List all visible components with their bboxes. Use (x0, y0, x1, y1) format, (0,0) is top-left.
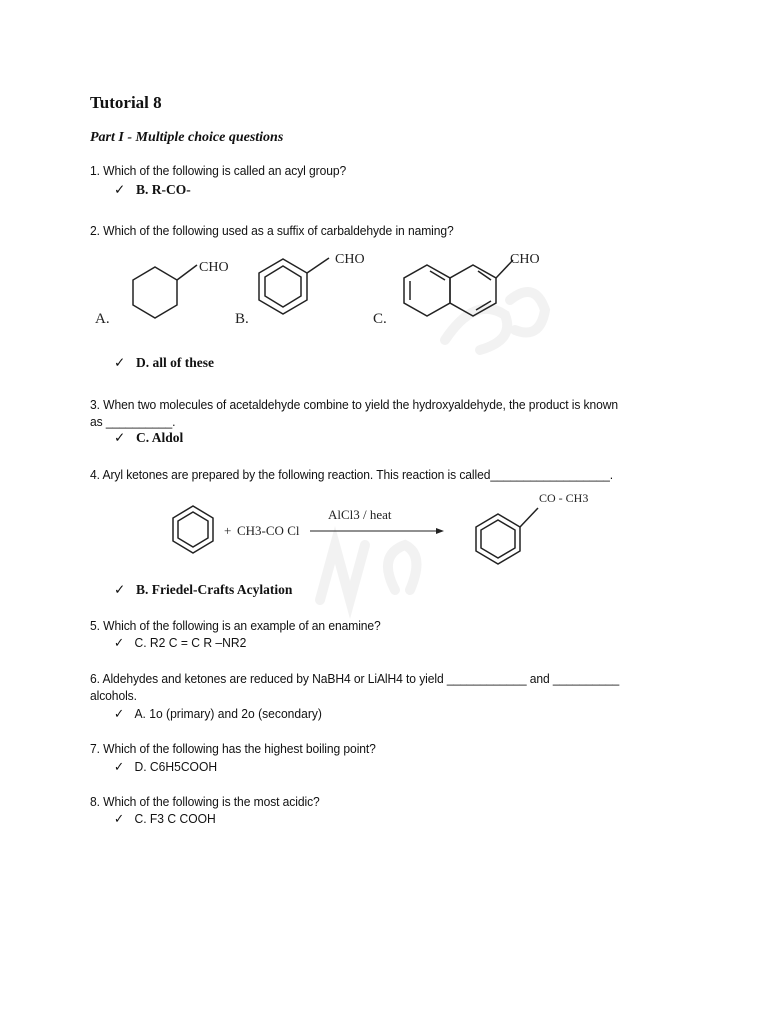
option-b-label: B. (235, 311, 249, 327)
question-5: 5. Which of the following is an example of an enamine? (90, 618, 381, 633)
cyclohexane-structure (133, 265, 197, 318)
benzene-structure (259, 258, 329, 314)
answer-1-text: B. R-CO- (136, 182, 191, 197)
naphthalene-structure (404, 260, 513, 316)
cho-label-b: CHO (335, 252, 365, 267)
answer-6 (114, 706, 322, 722)
answer-8-text: C. F3 C COOH (134, 811, 216, 826)
check-icon: ✓ (114, 355, 126, 371)
question-3-line-2: as __________. (90, 414, 176, 429)
check-icon: ✓ (114, 812, 125, 827)
answer-3 (114, 430, 183, 446)
answer-7 (114, 759, 217, 775)
reactant-benzene (173, 506, 213, 553)
option-c-label: C. (373, 311, 387, 327)
product-group-label: CO - CH3 (539, 491, 589, 505)
answer-5-text: C. R2 C = C R –NR2 (134, 635, 247, 650)
answer-5 (114, 635, 246, 651)
answer-6-text: A. 1o (primary) and 2o (secondary) (134, 706, 322, 721)
answer-8 (114, 811, 216, 827)
check-icon: ✓ (114, 430, 126, 446)
cho-label-a: CHO (199, 260, 229, 275)
aldehyde-structures-figure (85, 245, 565, 335)
conditions-label: AlCl3 / heat (328, 507, 392, 522)
question-1: 1. Which of the following is called an acyl group? (90, 163, 347, 178)
plus-sign: + (224, 523, 232, 538)
answer-4 (114, 582, 292, 598)
question-2: 2. Which of the following used as a suffix of carbaldehyde in naming? (90, 223, 454, 238)
check-icon: ✓ (114, 636, 125, 651)
arrow-head (436, 528, 444, 534)
answer-4-text: B. Friedel-Crafts Acylation (136, 582, 293, 597)
reagent-label: CH3-CO Cl (237, 523, 300, 538)
question-6-line-1: 6. Aldehydes and ketones are reduced by NaBH4 or LiAlH4 to yield ____________ and __________ (90, 671, 620, 686)
question-7: 7. Which of the following has the highest boiling point? (90, 741, 376, 756)
answer-2 (114, 355, 214, 371)
question-8: 8. Which of the following is the most acidic? (90, 794, 320, 809)
answer-2-text: D. all of these (136, 355, 214, 370)
check-icon: ✓ (114, 182, 126, 198)
question-4: 4. Aryl ketones are prepared by the following reaction. This reaction is called__________________. (90, 467, 613, 482)
product-benzene (476, 508, 538, 564)
answer-7-text: D. C6H5COOH (134, 759, 218, 774)
check-icon: ✓ (114, 760, 125, 775)
section-heading: Part I - Multiple choice questions (90, 130, 284, 145)
check-icon: ✓ (114, 707, 125, 722)
cho-label-c: CHO (510, 252, 540, 267)
question-6-line-2: alcohols. (90, 688, 137, 703)
answer-3-text: C. Aldol (136, 430, 184, 445)
friedel-crafts-reaction-figure (160, 488, 620, 568)
option-a-label: A. (95, 311, 110, 327)
answer-1 (114, 182, 191, 198)
question-3-line-1: 3. When two molecules of acetaldehyde combine to yield the hydroxyaldehyde, the product is known (90, 397, 619, 412)
check-icon: ✓ (114, 582, 126, 598)
page-title: Tutorial 8 (90, 93, 162, 112)
